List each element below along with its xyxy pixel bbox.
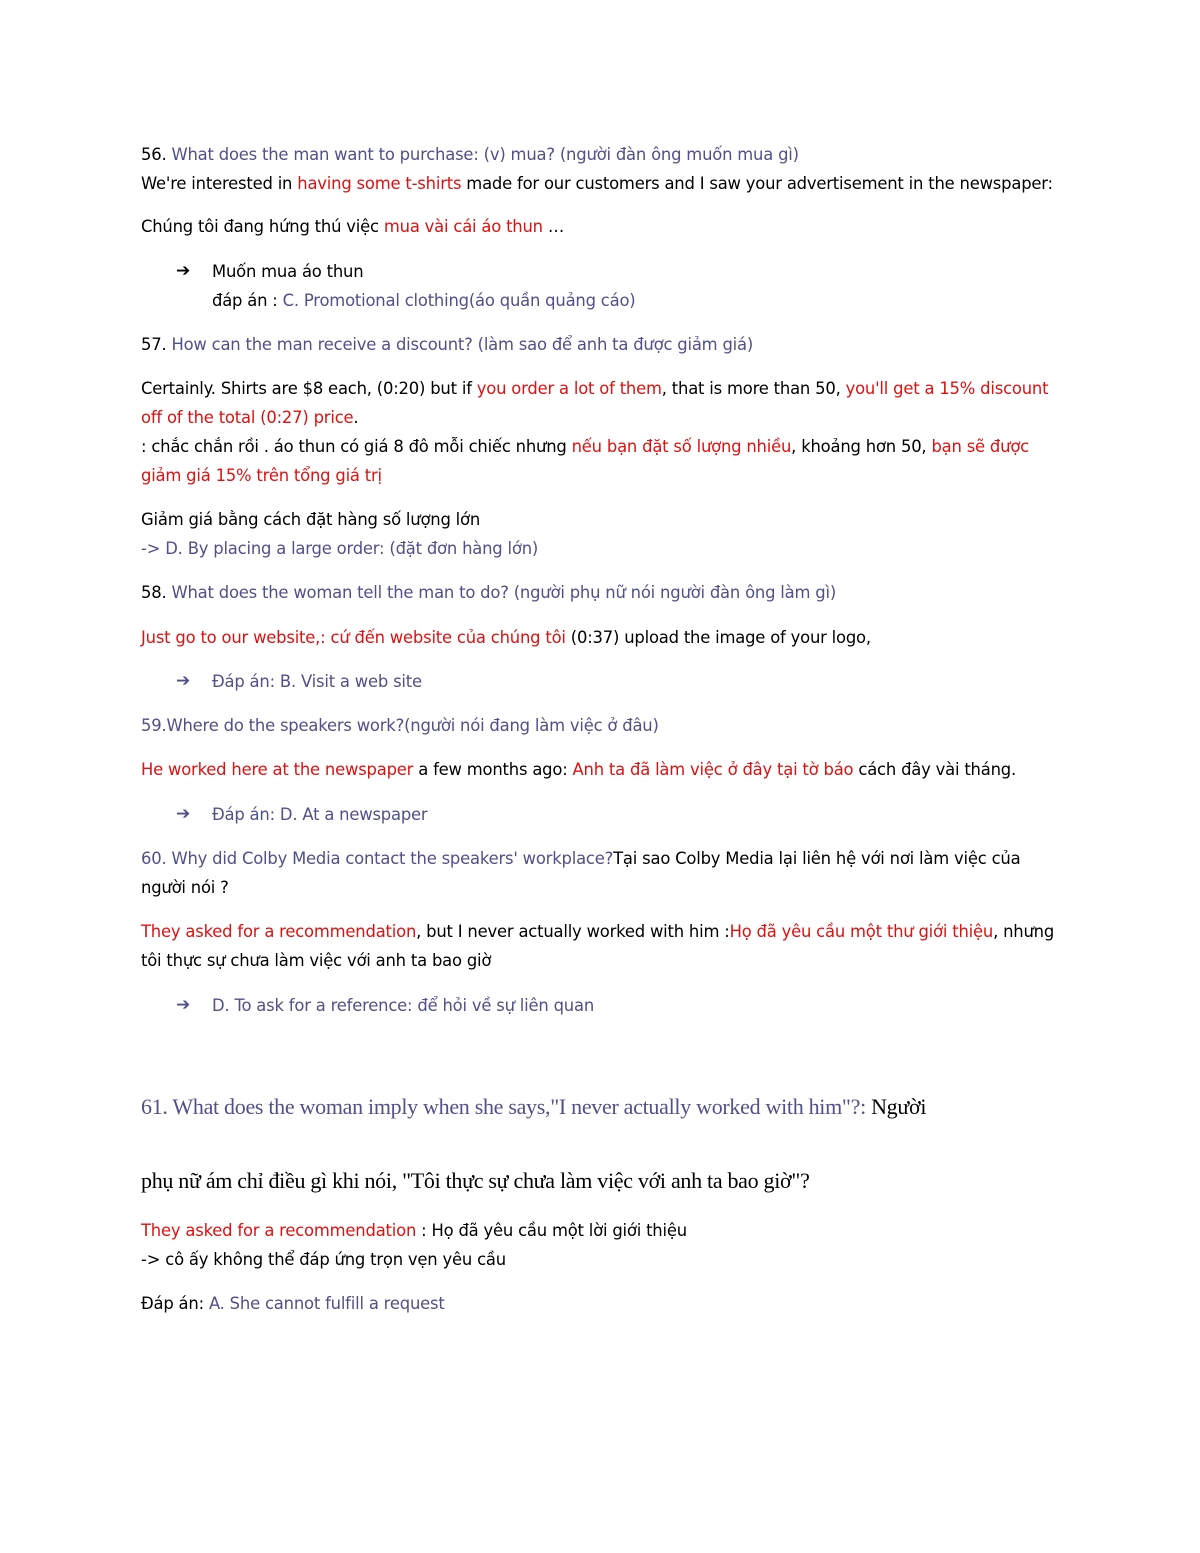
text-span: -> D. By placing a large order: (đặt đơn hàng lớn) [141, 539, 539, 558]
q56-vietnamese [141, 212, 1061, 241]
q58-question [141, 578, 1061, 607]
q58-line [141, 623, 1061, 652]
text-span: Đáp án: [141, 1294, 209, 1313]
text-span: What does the woman tell the man to do? (người phụ nữ nói người đàn ông làm gì) [166, 583, 837, 602]
text-span: -> cô ấy không thể đáp ứng trọn vẹn yêu cầu [141, 1250, 506, 1269]
q60-answer [141, 991, 1061, 1020]
q61-question-line1 [141, 1092, 1061, 1122]
text-span: , that is more than 50, [661, 379, 846, 398]
text-span: A. She cannot fulfill a request [208, 1294, 445, 1313]
q58-answer [141, 667, 1061, 696]
q59-line [141, 755, 1061, 784]
text-span: made for our customers and I saw your advertisement in the newspaper: [461, 174, 1053, 193]
q61-line [141, 1216, 1061, 1245]
text-span: 60. Why did Colby Media contact the speakers' workplace? [141, 849, 614, 868]
text-span: 57. [141, 335, 167, 354]
q57-english [141, 374, 1061, 432]
text-span: They asked for a recommendation [141, 922, 417, 941]
text-span: mua vài cái áo thun [383, 217, 543, 236]
text-span: a few months ago: [413, 760, 573, 779]
text-span: They asked for a recommendation [141, 1221, 417, 1240]
text-span: Tại sao Colby Media lại liên hệ với nơi làm việc của người nói ? [141, 849, 1021, 897]
q57-answer [141, 534, 1061, 563]
text-span: Họ đã yêu cầu một thư giới thiệu [729, 922, 994, 941]
q59-answer [141, 800, 1061, 829]
text-span: : chắc chắn rồi . áo thun có giá 8 đô mỗi chiếc nhưng [141, 437, 572, 456]
text-span: nếu bạn đặt số lượng nhiều [571, 437, 792, 456]
text-span: … [542, 217, 565, 236]
text-span: cách đây vài tháng. [853, 760, 1016, 779]
text-span: phụ nữ ám chỉ điều gì khi nói, "Tôi thực sự chưa làm việc với anh ta bao giờ"? [141, 1168, 810, 1193]
right-arrow-icon: ➔ [176, 671, 191, 691]
text-span: Muốn mua áo thun [212, 262, 364, 281]
q56-question [141, 140, 1061, 169]
q61-answer [141, 1289, 1061, 1318]
text-span: (0:37) upload the image of your logo, [565, 628, 871, 647]
text-span: How can the man receive a discount? (làm sao để anh ta được giảm giá) [166, 335, 754, 354]
text-span: Người [865, 1094, 927, 1119]
text-span: Đáp án: B. Visit a web site [212, 672, 422, 691]
q57-summary [141, 505, 1061, 534]
text-span: , nhưng tôi thực sự chưa làm việc với anh ta bao giờ [141, 922, 1055, 970]
right-arrow-icon: ➔ [176, 261, 191, 281]
text-span: 59.Where do the speakers work?(người nói đang làm việc ở đâu) [141, 716, 659, 735]
q60-question [141, 844, 1061, 902]
document-content [141, 140, 1061, 1318]
q56-arrow-line [141, 257, 1061, 286]
text-span: bạn sẽ được giảm giá 15% trên tổng giá trị [141, 437, 1029, 485]
text-span: , but I never actually worked with him : [416, 922, 730, 941]
q61-question-line2 [141, 1166, 1061, 1196]
text-span: 56. [141, 145, 167, 164]
text-span: He worked here at the newspaper [141, 760, 414, 779]
text-span: C. Promotional clothing(áo quần quảng cáo) [282, 291, 636, 310]
text-span: 58. [141, 583, 167, 602]
right-arrow-icon: ➔ [176, 804, 191, 824]
text-span: What does the man want to purchase: (v) mua? (người đàn ông muốn mua gì) [166, 145, 799, 164]
text-span: D. To ask for a reference: để hỏi về sự liên quan [212, 996, 595, 1015]
text-span: Anh ta đã làm việc ở đây tại tờ báo [572, 760, 854, 779]
text-span: having some t-shirts [297, 174, 462, 193]
text-span: : Họ đã yêu cầu một lời giới thiệu [416, 1221, 687, 1240]
text-span: đáp án : [212, 291, 283, 310]
right-arrow-icon: ➔ [176, 995, 191, 1015]
text-span: Just go to our website,: cứ đến website của chúng tôi [141, 628, 566, 647]
text-span: 61. What does the woman imply when she says,"I never actually worked with him"?: [141, 1094, 866, 1119]
text-span: Giảm giá bằng cách đặt hàng số lượng lớn [141, 510, 481, 529]
q61-explanation [141, 1245, 1061, 1274]
text-span: We're interested in [141, 174, 298, 193]
q56-answer [141, 286, 1061, 315]
text-span: Chúng tôi đang hứng thú việc [141, 217, 384, 236]
text-span: , khoảng hơn 50, [791, 437, 932, 456]
q60-line [141, 917, 1061, 975]
q57-vietnamese [141, 432, 1061, 490]
text-span: you order a lot of them [476, 379, 662, 398]
text-span: Certainly. Shirts are $8 each, (0:20) but if [141, 379, 477, 398]
text-span: Đáp án: D. At a newspaper [212, 805, 428, 824]
q59-question [141, 711, 1061, 740]
q56-english [141, 169, 1061, 198]
text-span: . [353, 408, 359, 427]
text-span: you'll get a 15% discount off of the total (0:27) price [141, 379, 1049, 427]
q57-question [141, 330, 1061, 359]
